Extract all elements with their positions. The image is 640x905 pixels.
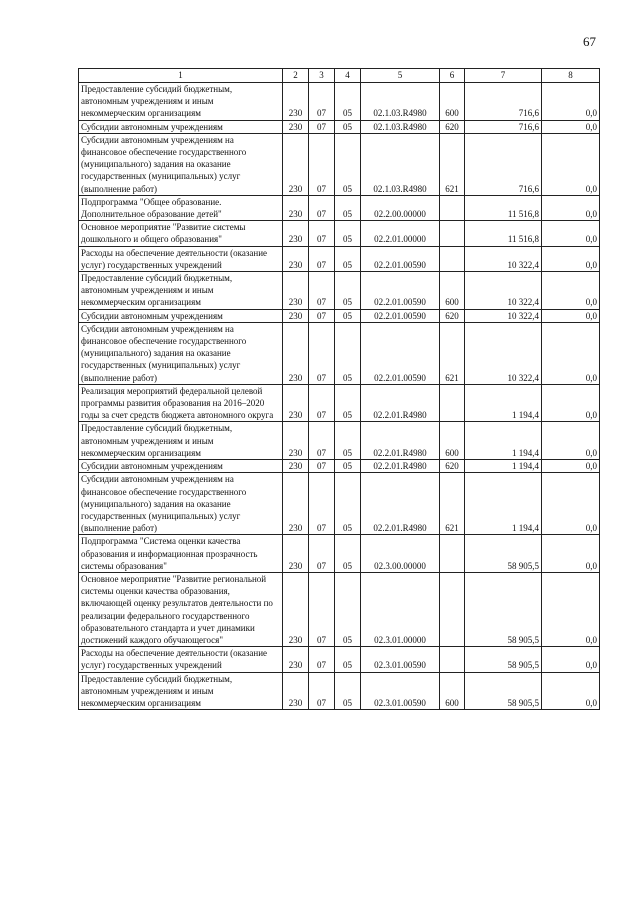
cell-col-8: 0,0: [542, 460, 600, 473]
cell-col-4: 05: [335, 647, 361, 672]
cell-col-4: 05: [335, 422, 361, 460]
cell-col-2: 230: [283, 246, 309, 271]
column-header-4: 4: [335, 69, 361, 83]
cell-col-2: 230: [283, 473, 309, 535]
row-name-cell: [79, 322, 283, 384]
cell-col-3: 07: [309, 195, 335, 220]
cell-col-4: 05: [335, 133, 361, 195]
cell-col-8: 0,0: [542, 195, 600, 220]
cell-col-8: 0,0: [542, 83, 600, 121]
row-name-cell: [79, 422, 283, 460]
cell-col-3: 07: [309, 384, 335, 422]
column-header-2: 2: [283, 69, 309, 83]
table-row: [79, 672, 600, 710]
cell-col-2: 230: [283, 272, 309, 310]
table-body: [79, 83, 600, 710]
cell-col-4: 05: [335, 83, 361, 121]
cell-col-7: 10 322,4: [465, 246, 542, 271]
cell-col-4: 05: [335, 195, 361, 220]
cell-col-6: 620: [440, 309, 465, 322]
cell-col-4: 05: [335, 322, 361, 384]
row-name-cell: [79, 473, 283, 535]
cell-col-6: 600: [440, 272, 465, 310]
column-header-5: 5: [361, 69, 440, 83]
cell-col-6: [440, 195, 465, 220]
cell-col-5: 02.2.01.00590: [361, 272, 440, 310]
column-header-1: 1: [79, 69, 283, 83]
row-name: Реализация мероприятий федеральной целевой программы развития образования на 2016–2020 годы за счет средств бюджета автономного округа: [81, 385, 274, 421]
cell-col-8: 0,0: [542, 221, 600, 246]
row-name: Основное мероприятие "Развитие региональной системы оценки качества образования, включающей оценку результатов деятельности по реализации федерального государственного образовательного стандарта и учет динамики достижений каждого обучающегося": [81, 573, 273, 645]
cell-col-8: 0,0: [542, 572, 600, 646]
row-name: Расходы на обеспечение деятельности (оказание услуг) государственных учреждений: [81, 648, 268, 671]
table-row: [79, 460, 600, 473]
table-row: [79, 221, 600, 246]
cell-col-7: 58 905,5: [465, 572, 542, 646]
cell-col-8: 0,0: [542, 120, 600, 133]
cell-col-5: 02.1.03.R4980: [361, 120, 440, 133]
budget-table: [78, 68, 600, 710]
table-row: [79, 133, 600, 195]
cell-col-4: 05: [335, 221, 361, 246]
cell-col-3: 07: [309, 535, 335, 573]
cell-col-3: 07: [309, 473, 335, 535]
cell-col-4: 05: [335, 473, 361, 535]
cell-col-8: 0,0: [542, 322, 600, 384]
cell-col-5: 02.2.01.R4980: [361, 460, 440, 473]
cell-col-5: 02.3.00.00000: [361, 535, 440, 573]
row-name: Субсидии автономным учреждениям на финансовое обеспечение государственного (муниципального) задания на оказание государственных (муниципальных) услуг (выполнение работ): [81, 134, 247, 194]
cell-col-2: 230: [283, 83, 309, 121]
cell-col-6: 600: [440, 83, 465, 121]
cell-col-3: 07: [309, 309, 335, 322]
table-row: [79, 322, 600, 384]
cell-col-7: 10 322,4: [465, 322, 542, 384]
cell-col-7: 10 322,4: [465, 309, 542, 322]
cell-col-6: 600: [440, 672, 465, 710]
row-name-cell: [79, 572, 283, 646]
cell-col-7: 58 905,5: [465, 647, 542, 672]
column-header-3: 3: [309, 69, 335, 83]
cell-col-3: 07: [309, 647, 335, 672]
cell-col-4: 05: [335, 384, 361, 422]
row-name-cell: [79, 221, 283, 246]
cell-col-4: 05: [335, 246, 361, 271]
cell-col-5: 02.2.01.00590: [361, 322, 440, 384]
cell-col-6: 600: [440, 422, 465, 460]
cell-col-8: 0,0: [542, 647, 600, 672]
row-name: Субсидии автономным учреждениям на финансовое обеспечение государственного (муниципального) задания на оказание государственных (муниципальных) услуг (выполнение работ): [81, 323, 247, 383]
cell-col-6: [440, 384, 465, 422]
row-name: Подпрограмма "Общее образование. Дополнительное образование детей": [81, 196, 222, 220]
cell-col-7: 716,6: [465, 120, 542, 133]
cell-col-2: 230: [283, 221, 309, 246]
cell-col-5: 02.1.03.R4980: [361, 83, 440, 121]
cell-col-5: 02.2.00.00000: [361, 195, 440, 220]
table-row: [79, 422, 600, 460]
cell-col-7: 58 905,5: [465, 672, 542, 710]
table-row: [79, 647, 600, 672]
cell-col-8: 0,0: [542, 309, 600, 322]
cell-col-5: 02.2.01.R4980: [361, 384, 440, 422]
cell-col-6: 621: [440, 133, 465, 195]
table-row: [79, 246, 600, 271]
row-name-cell: [79, 272, 283, 310]
cell-col-5: 02.2.01.R4980: [361, 422, 440, 460]
cell-col-2: 230: [283, 672, 309, 710]
cell-col-7: 716,6: [465, 133, 542, 195]
cell-col-8: 0,0: [542, 246, 600, 271]
cell-col-2: 230: [283, 133, 309, 195]
row-name: Предоставление субсидий бюджетным, автономным учреждениям и иным некоммерческим организациям: [81, 423, 233, 458]
row-name: Подпрограмма "Система оценки качества образования и информационная прозрачность системы образования": [81, 536, 258, 571]
cell-col-2: 230: [283, 572, 309, 646]
cell-col-6: [440, 246, 465, 271]
cell-col-5: 02.2.01.00590: [361, 246, 440, 271]
cell-col-4: 05: [335, 272, 361, 310]
row-name-cell: [79, 460, 283, 473]
cell-col-7: 10 322,4: [465, 272, 542, 310]
cell-col-2: 230: [283, 322, 309, 384]
row-name-cell: [79, 535, 283, 573]
table-row: [79, 272, 600, 310]
cell-col-8: 0,0: [542, 672, 600, 710]
cell-col-4: 05: [335, 460, 361, 473]
cell-col-4: 05: [335, 535, 361, 573]
row-name: Основное мероприятие "Развитие системы дошкольного и общего образования": [81, 222, 246, 245]
cell-col-7: 58 905,5: [465, 535, 542, 573]
table-row: [79, 195, 600, 220]
cell-col-2: 230: [283, 535, 309, 573]
cell-col-2: 230: [283, 120, 309, 133]
cell-col-6: [440, 535, 465, 573]
cell-col-6: [440, 647, 465, 672]
cell-col-3: 07: [309, 83, 335, 121]
cell-col-7: 1 194,4: [465, 422, 542, 460]
row-name-cell: [79, 120, 283, 133]
cell-col-3: 07: [309, 221, 335, 246]
row-name-cell: [79, 672, 283, 710]
cell-col-5: 02.2.01.00000: [361, 221, 440, 246]
cell-col-5: 02.2.01.00590: [361, 309, 440, 322]
cell-col-3: 07: [309, 460, 335, 473]
cell-col-2: 230: [283, 309, 309, 322]
cell-col-2: 230: [283, 422, 309, 460]
cell-col-3: 07: [309, 572, 335, 646]
row-name-cell: [79, 83, 283, 121]
row-name: Субсидии автономным учреждениям: [81, 121, 223, 132]
cell-col-3: 07: [309, 672, 335, 710]
cell-col-7: 11 516,8: [465, 221, 542, 246]
table-row: [79, 309, 600, 322]
page-number: 67: [583, 34, 596, 49]
row-name-cell: [79, 309, 283, 322]
cell-col-8: 0,0: [542, 384, 600, 422]
cell-col-5: 02.2.01.R4980: [361, 473, 440, 535]
cell-col-2: 230: [283, 647, 309, 672]
column-header-8: 8: [542, 69, 600, 83]
cell-col-8: 0,0: [542, 272, 600, 310]
row-name: Предоставление субсидий бюджетным, автономным учреждениям и иным некоммерческим организациям: [81, 273, 233, 308]
row-name: Субсидии автономным учреждениям: [81, 310, 223, 321]
cell-col-5: 02.3.01.00000: [361, 572, 440, 646]
cell-col-6: 621: [440, 473, 465, 535]
table-row: [79, 473, 600, 535]
row-name-cell: [79, 195, 283, 220]
cell-col-5: 02.3.01.00590: [361, 647, 440, 672]
cell-col-5: 02.1.03.R4980: [361, 133, 440, 195]
cell-col-6: [440, 221, 465, 246]
row-name: Расходы на обеспечение деятельности (оказание услуг) государственных учреждений: [81, 247, 268, 270]
cell-col-3: 07: [309, 246, 335, 271]
cell-col-7: 1 194,4: [465, 473, 542, 535]
row-name: Субсидии автономным учреждениям на финансовое обеспечение государственного (муниципального) задания на оказание государственных (муниципальных) услуг (выполнение работ): [81, 474, 247, 534]
cell-col-6: [440, 572, 465, 646]
cell-col-5: 02.3.01.00590: [361, 672, 440, 710]
cell-col-4: 05: [335, 120, 361, 133]
cell-col-7: 1 194,4: [465, 460, 542, 473]
cell-col-7: 716,6: [465, 83, 542, 121]
cell-col-3: 07: [309, 133, 335, 195]
table-row: [79, 120, 600, 133]
column-header-6: 6: [440, 69, 465, 83]
table-header-row: [79, 69, 600, 83]
cell-col-3: 07: [309, 272, 335, 310]
cell-col-8: 0,0: [542, 133, 600, 195]
cell-col-6: 620: [440, 460, 465, 473]
cell-col-3: 07: [309, 120, 335, 133]
column-header-7: 7: [465, 69, 542, 83]
cell-col-8: 0,0: [542, 473, 600, 535]
cell-col-7: 1 194,4: [465, 384, 542, 422]
cell-col-4: 05: [335, 572, 361, 646]
row-name: Субсидии автономным учреждениям: [81, 461, 223, 472]
cell-col-2: 230: [283, 384, 309, 422]
cell-col-4: 05: [335, 672, 361, 710]
cell-col-4: 05: [335, 309, 361, 322]
table-row: [79, 384, 600, 422]
cell-col-2: 230: [283, 195, 309, 220]
row-name-cell: [79, 647, 283, 672]
cell-col-6: 621: [440, 322, 465, 384]
cell-col-8: 0,0: [542, 422, 600, 460]
table-row: [79, 572, 600, 646]
cell-col-6: 620: [440, 120, 465, 133]
cell-col-8: 0,0: [542, 535, 600, 573]
row-name: Предоставление субсидий бюджетным, автономным учреждениям и иным некоммерческим организациям: [81, 84, 233, 119]
cell-col-3: 07: [309, 422, 335, 460]
cell-col-3: 07: [309, 322, 335, 384]
row-name-cell: [79, 133, 283, 195]
table-row: [79, 535, 600, 573]
table-row: [79, 83, 600, 121]
row-name: Предоставление субсидий бюджетным, автономным учреждениям и иным некоммерческим организациям: [81, 673, 233, 708]
cell-col-2: 230: [283, 460, 309, 473]
row-name-cell: [79, 246, 283, 271]
row-name-cell: [79, 384, 283, 422]
cell-col-7: 11 516,8: [465, 195, 542, 220]
